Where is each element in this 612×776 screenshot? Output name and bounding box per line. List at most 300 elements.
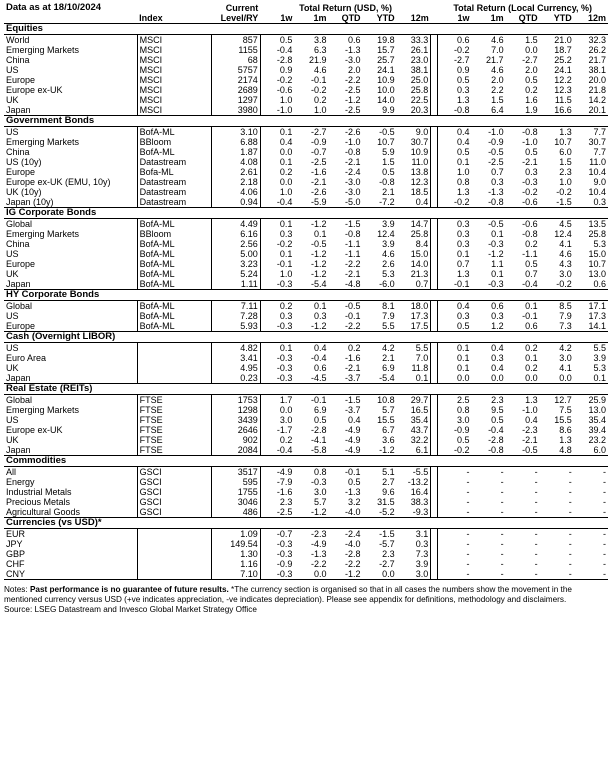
usd-return-cell: 3.9 [382, 239, 395, 249]
usd-return-cell: 20.3 [397, 105, 431, 116]
local-return-cell: 6.4 [471, 105, 505, 116]
index-provider: GSCI [137, 477, 212, 487]
usd-return-cell: 0.1 [279, 249, 293, 259]
local-return-cell: 1.1 [491, 259, 504, 269]
asset-name: Europe [6, 259, 36, 269]
section-title: Real Estate (REITs) [4, 384, 608, 395]
index-provider: MSCI [137, 35, 212, 46]
column-gap [431, 363, 438, 373]
column-gap [431, 229, 438, 239]
current-level: 4.95 [212, 363, 260, 373]
local-return-cell: 1.5 [559, 157, 572, 167]
usd-return-cell: -5.4 [363, 373, 397, 384]
table-row [4, 95, 608, 105]
asset-name: US [6, 127, 19, 137]
usd-return-cell: 33.3 [410, 35, 429, 45]
usd-return-cell: 0.9 [279, 65, 293, 75]
column-gap [431, 219, 438, 230]
section-header [4, 384, 608, 395]
index-provider: BBloom [137, 229, 212, 239]
header-row-top [4, 3, 608, 13]
local-return-cell: 0.5 [491, 415, 504, 425]
column-gap [431, 445, 438, 456]
usd-return-cell: 0.2 [279, 167, 293, 177]
local-return-cell: - [437, 569, 471, 580]
usd-return-cell: 17.3 [410, 311, 429, 321]
local-return-cell: 10.7 [554, 137, 572, 147]
local-return-cell: -1.5 [540, 197, 574, 208]
asset-name: Europe [6, 75, 36, 85]
local-return-cell: 0.0 [471, 373, 505, 384]
usd-return-cell: -2.1 [345, 157, 361, 167]
usd-return-cell: 25.8 [410, 229, 429, 239]
usd-return-cell: 6.7 [382, 425, 395, 435]
asset-name: US [6, 415, 19, 425]
usd-return-cell: 23.0 [410, 55, 429, 65]
local-return-cell: 0.7 [525, 269, 538, 279]
table-row [4, 177, 608, 187]
table-row [4, 167, 608, 177]
local-return-cell: -0.9 [488, 137, 504, 147]
local-return-cell: 0.3 [574, 197, 608, 208]
usd-return-cell: -0.3 [276, 353, 293, 363]
local-return-cell: 0.1 [456, 157, 470, 167]
column-gap [431, 95, 438, 105]
asset-name: Emerging Markets [6, 45, 80, 55]
current-level: 4.82 [212, 343, 260, 354]
local-return-cell: 0.8 [456, 177, 470, 187]
usd-return-cell: 19.8 [377, 35, 395, 45]
usd-return-cell: -2.8 [345, 549, 361, 559]
usd-return-cell: -4.9 [345, 435, 361, 445]
table-row [4, 45, 608, 55]
index-provider [137, 343, 212, 354]
usd-return-cell: -2.7 [379, 559, 395, 569]
local-return-cell: 12.3 [554, 85, 572, 95]
table-row [4, 415, 608, 425]
usd-return-cell: -4.1 [310, 435, 327, 445]
local-return-cell: 0.4 [456, 137, 470, 147]
local-return-cell: 7.7 [593, 147, 606, 157]
current-level: 6.16 [212, 229, 260, 239]
local-return-cell: 21.0 [554, 35, 572, 45]
column-gap [431, 415, 438, 425]
notes-prefix: Notes: [4, 585, 30, 594]
notes-text: *The currency section is organised so that in all cases the numbers show the movement in the mentioned currency versus USD (+ve indicates appreciation, -ve indicates depreciation). Please see appendix for definitions, methodology and disclaimers. [4, 585, 572, 604]
local-return-cell: -1.3 [488, 187, 504, 197]
usd-return-cell: -1.6 [345, 353, 361, 363]
section-header [4, 456, 608, 467]
asset-name: China [6, 55, 30, 65]
current-level: 1.09 [212, 529, 260, 540]
local-return-cell: - [506, 569, 540, 580]
section-header [4, 24, 608, 35]
usd-return-cell: 24.1 [377, 65, 395, 75]
index-provider: MSCI [137, 105, 212, 116]
usd-return-cell: 7.3 [415, 549, 429, 559]
period-header: QTD [518, 13, 538, 23]
local-return-cell: -0.5 [488, 147, 504, 157]
usd-return-cell: 7.0 [415, 353, 429, 363]
local-return-cell: -0.8 [471, 445, 505, 456]
index-provider: BofA-ML [137, 249, 212, 259]
local-return-cell: 10.7 [588, 259, 606, 269]
column-gap [431, 197, 438, 208]
period-header: YTD [376, 13, 395, 23]
local-return-cell: 0.6 [574, 279, 608, 290]
index-provider: BofA-ML [137, 259, 212, 269]
current-level: 68 [212, 55, 260, 65]
current-level: 7.28 [212, 311, 260, 321]
usd-return-cell: -0.3 [260, 373, 294, 384]
usd-return-cell: -2.5 [328, 105, 362, 116]
local-return-cell: 7.5 [559, 405, 572, 415]
local-return-cell: 8.5 [559, 301, 572, 311]
local-return-cell: - [568, 549, 572, 559]
column-gap [431, 425, 438, 435]
usd-return-cell: 9.6 [382, 487, 395, 497]
local-return-cell: - [603, 497, 606, 507]
usd-return-cell: 5.3 [382, 269, 395, 279]
local-return-cell: -0.2 [540, 279, 574, 290]
local-return-cell: 0.8 [456, 405, 470, 415]
usd-return-cell: 10.7 [377, 137, 395, 147]
usd-return-cell: 2.0 [348, 65, 361, 75]
local-return-cell: 13.0 [588, 269, 606, 279]
usd-return-cell: 1.5 [382, 157, 395, 167]
index-provider: BofA-ML [137, 239, 212, 249]
local-return-cell: 2.0 [491, 75, 504, 85]
usd-return-cell: 6.9 [382, 363, 395, 373]
local-return-cell: 1.3 [456, 269, 470, 279]
local-return-cell: -1.0 [522, 405, 538, 415]
local-return-cell: 7.7 [593, 127, 606, 137]
usd-return-cell: -3.0 [345, 187, 361, 197]
local-return-cell: 10.4 [588, 167, 606, 177]
index-provider: BofA-ML [137, 321, 212, 332]
index-provider: MSCI [137, 65, 212, 75]
current-level: 5.00 [212, 249, 260, 259]
index-provider: MSCI [137, 95, 212, 105]
usd-return-cell: 3.0 [397, 569, 431, 580]
table-row [4, 65, 608, 75]
usd-return-cell: 15.0 [410, 249, 429, 259]
local-return-cell: -0.3 [522, 177, 538, 187]
section-title: Equities [4, 24, 608, 35]
local-return-cell: 7.0 [491, 45, 504, 55]
current-level: 1753 [212, 395, 260, 406]
local-return-cell: -0.8 [522, 127, 538, 137]
usd-return-cell: -0.6 [276, 85, 293, 95]
usd-return-cell: -1.7 [276, 425, 293, 435]
usd-return-cell: 14.7 [410, 219, 429, 229]
usd-return-cell: -0.5 [310, 239, 327, 249]
local-return-cell: - [471, 507, 505, 518]
local-return-cell: - [500, 477, 504, 487]
local-return-cell: 4.5 [559, 219, 572, 229]
usd-return-cell: 38.1 [410, 65, 429, 75]
local-return-cell: 0.0 [506, 373, 540, 384]
usd-return-cell: -2.1 [345, 269, 361, 279]
index-header: Index [139, 13, 163, 23]
local-return-cell: - [471, 569, 505, 580]
column-gap [431, 127, 438, 138]
local-return-cell: - [603, 539, 606, 549]
local-return-cell: - [466, 539, 470, 549]
local-return-cell: 0.2 [525, 239, 538, 249]
table-row [4, 239, 608, 249]
section-title: IG Corporate Bonds [4, 208, 608, 219]
period-header: YTD [553, 13, 572, 23]
asset-name: UK [6, 95, 19, 105]
usd-return-cell: -1.5 [345, 219, 361, 229]
current-level: 3517 [212, 467, 260, 478]
local-return-cell: 6.0 [559, 147, 572, 157]
usd-return-cell: 0.0 [279, 147, 293, 157]
usd-return-cell: 31.5 [377, 497, 395, 507]
index-provider: BofA-ML [137, 219, 212, 230]
column-gap [431, 147, 438, 157]
column-gap [431, 569, 438, 580]
usd-return-cell: 4.6 [382, 249, 395, 259]
local-return-cell: 0.9 [456, 65, 470, 75]
usd-return-cell: -2.1 [345, 363, 361, 373]
asset-name: Japan [4, 105, 137, 116]
usd-return-cell: -2.2 [345, 75, 361, 85]
usd-return-cell: 22.5 [410, 95, 429, 105]
section-header [4, 116, 608, 127]
usd-return-cell: -1.2 [310, 269, 327, 279]
local-return-cell: - [466, 497, 470, 507]
asset-name: Europe ex-UK [6, 85, 63, 95]
usd-return-cell: -2.2 [328, 321, 362, 332]
usd-return-cell: -0.4 [260, 445, 294, 456]
local-return-cell: 0.1 [525, 301, 538, 311]
asset-name: US [6, 311, 19, 321]
usd-return-cell: 12.3 [410, 177, 429, 187]
local-return-cell: - [466, 477, 470, 487]
usd-return-cell: -0.7 [276, 529, 293, 539]
asset-name: Europe [6, 167, 36, 177]
index-provider: BBloom [137, 137, 212, 147]
table-body [4, 24, 608, 580]
usd-return-cell: 38.3 [410, 497, 429, 507]
table-row [4, 55, 608, 65]
table-row [4, 539, 608, 549]
header-row-bottom [4, 13, 608, 24]
usd-return-cell: -4.9 [310, 539, 327, 549]
local-return-cell: 14.2 [588, 95, 606, 105]
asset-name: CHF [6, 559, 25, 569]
asset-name: Global [6, 301, 33, 311]
local-return-cell: 11.0 [589, 157, 606, 167]
asset-name: Japan [4, 279, 137, 290]
usd-return-cell: 2.1 [382, 187, 395, 197]
local-return-cell: 4.3 [559, 259, 572, 269]
usd-return-cell: -0.3 [276, 549, 293, 559]
local-return-cell: - [534, 487, 538, 497]
column-gap [431, 559, 438, 569]
local-return-cell: 3.0 [456, 415, 470, 425]
usd-return-cell: 0.5 [348, 477, 361, 487]
current-level: 1.16 [212, 559, 260, 569]
index-provider [137, 353, 212, 363]
usd-return-cell: 16.5 [410, 405, 429, 415]
local-return-cell: 0.3 [491, 353, 504, 363]
usd-return-cell: -5.8 [294, 445, 328, 456]
local-return-cell: - [466, 487, 470, 497]
local-return-cell: - [603, 477, 606, 487]
usd-return-cell: -2.3 [310, 529, 327, 539]
period-header: 1w [280, 13, 293, 23]
local-return-cell: -2.1 [522, 435, 538, 445]
usd-return-cell: 5.5 [363, 321, 397, 332]
usd-return-cell: -0.1 [276, 259, 293, 269]
current-level: 1755 [212, 487, 260, 497]
usd-return-cell: 4.2 [382, 343, 395, 353]
local-return-cell: - [466, 549, 470, 559]
local-return-cell: 4.1 [559, 363, 572, 373]
usd-return-cell: 15.7 [377, 45, 395, 55]
table-row [4, 75, 608, 85]
asset-name: UK (10y) [6, 187, 42, 197]
market-returns-table [4, 3, 608, 580]
section-title: HY Corporate Bonds [4, 290, 608, 301]
usd-return-cell: 0.3 [313, 311, 327, 321]
usd-return-cell: -2.4 [345, 529, 361, 539]
index-provider: Datastream [137, 197, 212, 208]
current-level: 2174 [212, 75, 260, 85]
local-return-cell: 0.4 [491, 363, 504, 373]
table-row [4, 219, 608, 230]
local-return-cell: - [534, 529, 538, 539]
usd-return-cell: 0.0 [294, 569, 328, 580]
table-row [4, 249, 608, 259]
asset-name: China [6, 147, 30, 157]
local-return-cell: - [506, 507, 540, 518]
local-return-cell: -0.3 [488, 239, 504, 249]
current-level: 3046 [212, 497, 260, 507]
local-return-cell: 0.1 [574, 373, 608, 384]
local-return-cell: 1.2 [471, 321, 505, 332]
usd-return-cell: -0.2 [276, 75, 293, 85]
usd-return-cell: 5.1 [382, 467, 395, 477]
usd-return-cell: 15.5 [377, 415, 395, 425]
current-level: 2.56 [212, 239, 260, 249]
table-row [4, 445, 608, 456]
usd-return-cell: 25.0 [410, 75, 429, 85]
usd-return-cell: -1.2 [345, 95, 361, 105]
usd-return-cell: -3.0 [345, 177, 361, 187]
local-return-cell: 1.3 [456, 95, 470, 105]
current-level: 3.23 [212, 259, 260, 269]
local-return-cell: 0.3 [456, 85, 470, 95]
local-return-cell: 0.4 [491, 343, 504, 353]
section-header [4, 332, 608, 343]
index-provider [137, 373, 212, 384]
asset-name: EUR [6, 529, 26, 539]
local-return-header: Total Return (Local Currency, %) [453, 3, 593, 13]
usd-return-cell: 1.7 [279, 395, 293, 405]
table-row [4, 187, 608, 197]
usd-return-cell: 18.0 [410, 301, 429, 311]
column-gap [431, 435, 438, 445]
local-return-cell: 38.1 [588, 65, 606, 75]
local-return-cell: -2.3 [522, 425, 538, 435]
usd-return-cell: -2.2 [310, 559, 327, 569]
table-row [4, 311, 608, 321]
local-return-cell: 2.3 [559, 167, 572, 177]
usd-return-cell: 9.0 [415, 127, 429, 137]
current-level: 5.24 [212, 269, 260, 279]
usd-return-cell: 5.7 [313, 497, 327, 507]
section-header [4, 208, 608, 219]
column-gap [431, 549, 438, 559]
usd-return-cell: 10.9 [410, 147, 429, 157]
index-provider: Datastream [137, 187, 212, 197]
level-header-line2: Level/RY [220, 13, 259, 23]
local-return-cell: 9.0 [593, 177, 606, 187]
local-return-cell: 24.1 [554, 65, 572, 75]
local-return-cell: - [540, 569, 574, 580]
local-return-cell: -1.0 [488, 127, 504, 137]
local-return-cell: 5.3 [593, 239, 606, 249]
usd-return-cell: -1.0 [345, 137, 361, 147]
table-row [4, 321, 608, 332]
column-gap [431, 321, 438, 332]
local-return-cell: 0.3 [491, 311, 504, 321]
usd-return-cell: -0.1 [345, 311, 361, 321]
table-row [4, 343, 608, 354]
usd-return-cell: 10.8 [377, 395, 395, 405]
asset-name: UK [6, 269, 19, 279]
current-level: 857 [212, 35, 260, 46]
local-return-cell: 0.5 [525, 147, 538, 157]
local-return-cell: 0.4 [456, 127, 470, 137]
local-return-cell: 0.6 [456, 35, 470, 45]
usd-return-cell: 26.1 [410, 45, 429, 55]
usd-return-cell: 3.0 [313, 487, 327, 497]
usd-return-cell: 5.5 [415, 343, 429, 353]
local-return-cell: 0.0 [437, 373, 471, 384]
local-return-cell: - [534, 477, 538, 487]
usd-return-cell: -1.1 [345, 239, 361, 249]
current-level: 5.93 [212, 321, 260, 332]
local-return-cell: 13.5 [588, 219, 606, 229]
usd-return-cell: -4.8 [328, 279, 362, 290]
local-return-cell: - [534, 549, 538, 559]
current-level: 1.87 [212, 147, 260, 157]
index-provider: MSCI [137, 85, 212, 95]
usd-return-cell: -1.3 [345, 487, 361, 497]
usd-return-cell: 0.1 [279, 127, 293, 137]
column-gap [431, 259, 438, 269]
usd-return-cell: -1.2 [328, 569, 362, 580]
index-provider: FTSE [137, 445, 212, 456]
usd-return-cell: 2.6 [382, 259, 395, 269]
column-gap [431, 35, 438, 46]
current-level: 1298 [212, 405, 260, 415]
column-gap [431, 477, 438, 487]
local-return-cell: -0.2 [522, 187, 538, 197]
table-row [4, 507, 608, 518]
current-level: 0.23 [212, 373, 260, 384]
local-return-cell: -0.2 [437, 445, 471, 456]
usd-return-cell: -0.3 [260, 569, 294, 580]
local-return-cell: - [500, 497, 504, 507]
asset-name: Global [6, 395, 33, 405]
usd-return-cell: 35.4 [410, 415, 429, 425]
